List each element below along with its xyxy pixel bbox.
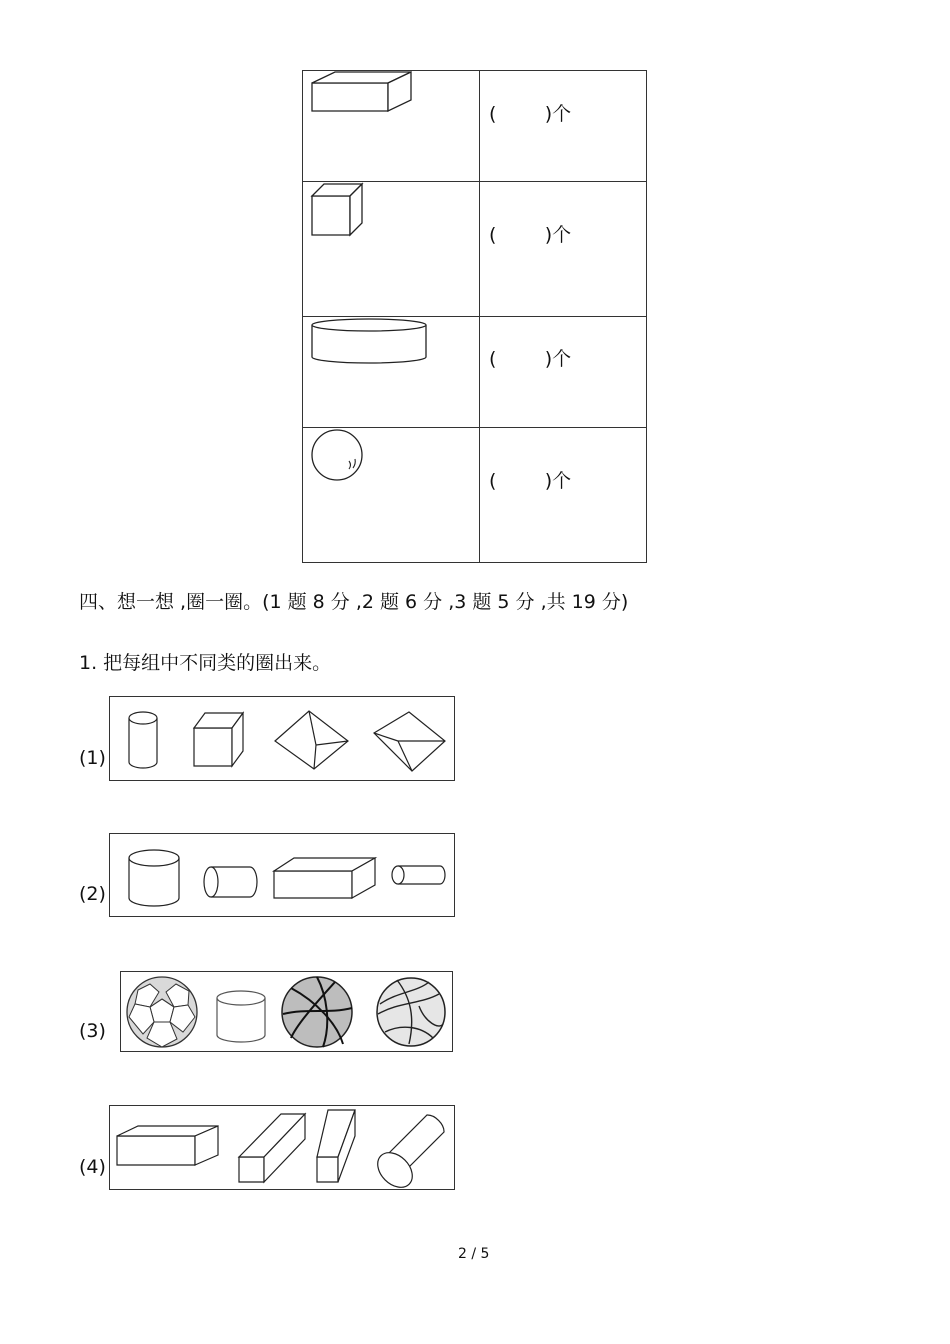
tilted-cylinder-icon[interactable] xyxy=(371,1115,444,1189)
answer-blank: ( )个 xyxy=(489,103,572,125)
answer-cell[interactable] xyxy=(480,428,647,563)
shape-cell xyxy=(303,71,480,182)
group-1-shapes xyxy=(110,697,454,780)
group-label-3: (3) xyxy=(79,1020,106,1042)
cylinder-shape-icon xyxy=(303,317,479,427)
cube-shape-icon xyxy=(303,182,479,316)
sphere-shape-icon xyxy=(303,428,479,562)
group-4-shapes xyxy=(110,1106,454,1189)
group-box-1 xyxy=(109,696,455,781)
answer-cell[interactable] xyxy=(480,182,647,317)
answer-cell[interactable] xyxy=(480,317,647,428)
cylinder-icon[interactable] xyxy=(129,850,179,906)
cube-icon[interactable] xyxy=(194,713,243,766)
shape-cell xyxy=(303,182,480,317)
shape-count-table xyxy=(302,70,647,563)
answer-blank: ( )个 xyxy=(489,348,572,370)
group-box-3 xyxy=(120,971,453,1052)
page-number: 2 / 5 xyxy=(458,1246,490,1262)
soccer-ball-icon[interactable] xyxy=(127,977,197,1047)
tilted-cuboid-icon[interactable] xyxy=(374,712,445,771)
group-label-2: (2) xyxy=(79,883,106,905)
cuboid-icon[interactable] xyxy=(117,1126,218,1165)
group-box-2 xyxy=(109,833,455,917)
cylinder-icon[interactable] xyxy=(217,991,265,1042)
basketball-icon[interactable] xyxy=(282,977,352,1047)
group-2-shapes xyxy=(110,834,454,916)
tilted-cube-icon[interactable] xyxy=(275,711,348,769)
table-row xyxy=(303,182,647,317)
tilted-prism-icon[interactable] xyxy=(239,1114,305,1182)
group-3-shapes xyxy=(121,972,452,1051)
section-heading: 四、想一想 ,圈一圈。(1 题 8 分 ,2 题 6 分 ,3 题 5 分 ,共 19 分) xyxy=(79,591,629,613)
cuboid-icon[interactable] xyxy=(274,858,375,898)
cuboid-shape-icon xyxy=(303,71,479,181)
question-1-text: 1. 把每组中不同类的圈出来。 xyxy=(79,652,332,674)
answer-cell[interactable] xyxy=(480,71,647,182)
group-label-4: (4) xyxy=(79,1156,106,1178)
lying-cylinder-icon[interactable] xyxy=(204,867,257,897)
group-label-1: (1) xyxy=(79,747,106,769)
volleyball-icon[interactable] xyxy=(377,978,445,1046)
group-box-4 xyxy=(109,1105,455,1190)
table-row xyxy=(303,317,647,428)
shape-cell xyxy=(303,317,480,428)
answer-blank: ( )个 xyxy=(489,470,572,492)
table-row xyxy=(303,71,647,182)
table-row xyxy=(303,428,647,563)
shape-cell xyxy=(303,428,480,563)
cylinder-icon[interactable] xyxy=(129,712,157,768)
tall-prism-icon[interactable] xyxy=(317,1110,355,1182)
thin-lying-cylinder-icon[interactable] xyxy=(392,866,445,884)
answer-blank: ( )个 xyxy=(489,224,572,246)
